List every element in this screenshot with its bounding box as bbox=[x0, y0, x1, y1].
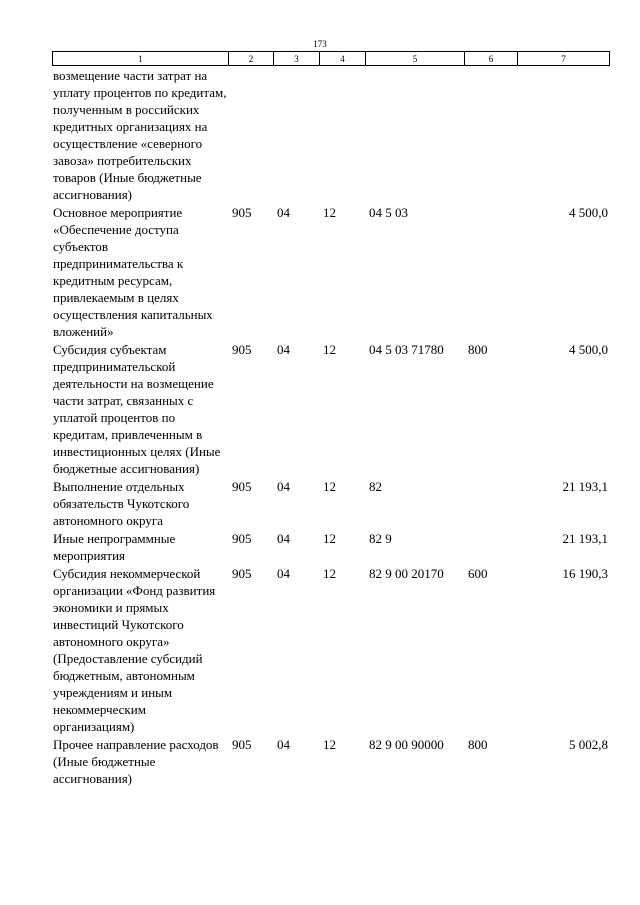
row-expense-type bbox=[464, 529, 517, 564]
row-name: Основное мероприятие «Обеспечение доступа субъектов предпринимательства к кредитным ресурсам, привлекаемым в целях осуществления капитальных вложений» bbox=[53, 205, 213, 339]
column-header-2: 2 bbox=[229, 52, 274, 66]
table-row bbox=[52, 203, 609, 340]
row-subsection: 12 bbox=[323, 205, 336, 220]
row-section bbox=[273, 67, 319, 203]
column-header-3: 3 bbox=[274, 52, 320, 66]
table-row bbox=[52, 477, 609, 529]
table-row bbox=[52, 735, 609, 787]
row-target: 82 bbox=[369, 479, 382, 494]
row-subsection: 12 bbox=[323, 342, 336, 357]
row-expense-type: 800 bbox=[468, 342, 488, 357]
row-ministry: 905 bbox=[232, 342, 252, 357]
row-amount: 16 190,3 bbox=[562, 566, 608, 581]
row-name: Субсидия некоммерческой организации «Фонд развития экономики и прямых инвестиций Чукотского автономного округа» (Предоставление субсидий бюджетным, автономным учреждениям и иным некоммерческим организациям) bbox=[53, 566, 216, 734]
row-name: возмещение части затрат на уплату процентов по кредитам, полученным в российских кредитных организациях на осуществление «северного завоза» потребительских товаров (Иные бюджетные ассигнования) bbox=[53, 68, 227, 202]
row-section: 04 bbox=[277, 342, 290, 357]
row-name: Выполнение отдельных обязательств Чукотского автономного округа bbox=[53, 479, 190, 528]
row-section: 04 bbox=[277, 531, 290, 546]
row-amount bbox=[517, 67, 609, 203]
row-expense-type bbox=[464, 67, 517, 203]
row-target: 04 5 03 bbox=[369, 205, 408, 220]
row-amount: 21 193,1 bbox=[562, 531, 608, 546]
row-ministry: 905 bbox=[232, 737, 252, 752]
table-row bbox=[52, 564, 609, 735]
row-ministry: 905 bbox=[232, 205, 252, 220]
column-header-5: 5 bbox=[366, 52, 465, 66]
budget-table bbox=[52, 67, 609, 787]
row-ministry: 905 bbox=[232, 566, 252, 581]
row-subsection bbox=[319, 67, 365, 203]
row-target: 04 5 03 71780 bbox=[369, 342, 444, 357]
row-subsection: 12 bbox=[323, 566, 336, 581]
row-amount: 5 002,8 bbox=[569, 737, 608, 752]
table-row bbox=[52, 340, 609, 477]
row-section: 04 bbox=[277, 205, 290, 220]
row-section: 04 bbox=[277, 479, 290, 494]
row-target: 82 9 bbox=[369, 531, 392, 546]
row-expense-type bbox=[464, 203, 517, 340]
row-amount: 4 500,0 bbox=[569, 342, 608, 357]
row-ministry: 905 bbox=[232, 531, 252, 546]
row-expense-type bbox=[464, 477, 517, 529]
row-ministry: 905 bbox=[232, 479, 252, 494]
row-section: 04 bbox=[277, 737, 290, 752]
row-ministry bbox=[228, 67, 273, 203]
column-number-row bbox=[53, 52, 610, 66]
row-name: Иные непрограммные мероприятия bbox=[53, 531, 176, 563]
row-expense-type: 800 bbox=[468, 737, 488, 752]
row-subsection: 12 bbox=[323, 737, 336, 752]
column-header-6: 6 bbox=[465, 52, 518, 66]
row-target: 82 9 00 90000 bbox=[369, 737, 444, 752]
row-name: Субсидия субъектам предпринимательской деятельности на возмещение части затрат, связанных с уплатой процентов по кредитам, привлеченным в инвестиционных целях (Иные бюджетные ассигнования) bbox=[53, 342, 221, 476]
row-name: Прочее направление расходов (Иные бюджетные ассигнования) bbox=[53, 737, 219, 786]
column-header-1: 1 bbox=[53, 52, 229, 66]
table-row bbox=[52, 67, 609, 203]
page-number: 173 bbox=[313, 39, 327, 49]
table-row bbox=[52, 529, 609, 564]
row-subsection: 12 bbox=[323, 531, 336, 546]
row-expense-type: 600 bbox=[468, 566, 488, 581]
row-amount: 4 500,0 bbox=[569, 205, 608, 220]
column-header-table bbox=[52, 51, 610, 66]
column-header-7: 7 bbox=[518, 52, 610, 66]
row-target bbox=[365, 67, 464, 203]
row-subsection: 12 bbox=[323, 479, 336, 494]
column-header-4: 4 bbox=[320, 52, 366, 66]
row-section: 04 bbox=[277, 566, 290, 581]
row-target: 82 9 00 20170 bbox=[369, 566, 444, 581]
row-amount: 21 193,1 bbox=[562, 479, 608, 494]
